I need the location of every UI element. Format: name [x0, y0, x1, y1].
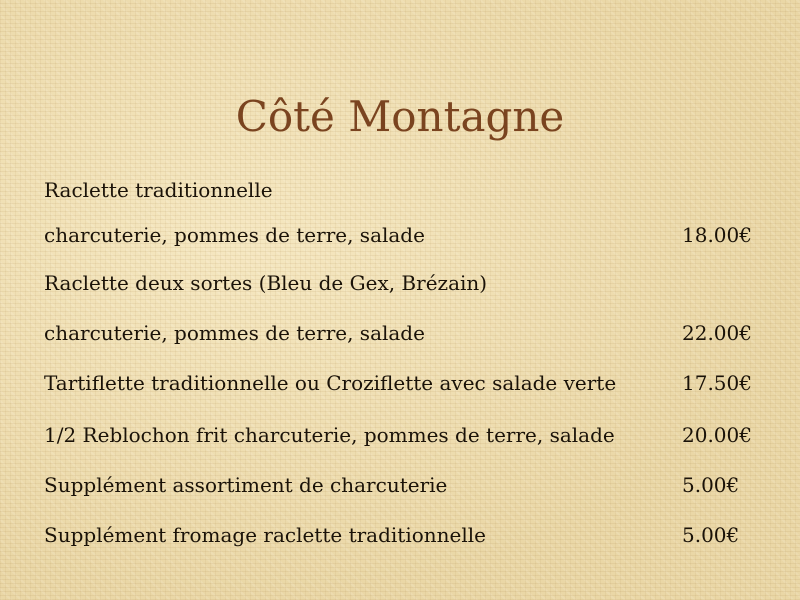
menu-item-name: Supplément assortiment de charcuterie: [44, 473, 448, 497]
menu-title: Côté Montagne: [235, 92, 565, 141]
menu-item: [44, 268, 756, 298]
menu-item: [44, 368, 756, 398]
menu-item-name: Supplément fromage raclette traditionnelle: [44, 523, 486, 547]
menu-item-price: 22.00€: [682, 321, 752, 345]
menu-item-name: Raclette deux sortes (Bleu de Gex, Brézain): [44, 271, 488, 295]
menu-item-name: charcuterie, pommes de terre, salade: [44, 223, 425, 247]
menu-item: [44, 470, 756, 500]
menu-item-name: Tartiflette traditionnelle ou Croziflette avec salade verte: [44, 371, 617, 395]
menu-item-price: 5.00€: [682, 473, 740, 497]
menu-item-name: charcuterie, pommes de terre, salade: [44, 321, 425, 345]
menu-item: [44, 420, 756, 450]
menu-item: [44, 520, 756, 550]
menu-item-price: 20.00€: [682, 423, 752, 447]
menu-item: [44, 175, 756, 205]
menu-item-price: 5.00€: [682, 523, 740, 547]
menu-item-price: 17.50€: [682, 371, 752, 395]
menu-item-price: 18.00€: [682, 223, 752, 247]
menu-item: [44, 220, 756, 250]
menu-list: [44, 0, 756, 600]
menu-item-name: Raclette traditionnelle: [44, 178, 273, 202]
menu-item: [44, 318, 756, 348]
menu-item-name: 1/2 Reblochon frit charcuterie, pommes de terre, salade: [44, 423, 615, 447]
